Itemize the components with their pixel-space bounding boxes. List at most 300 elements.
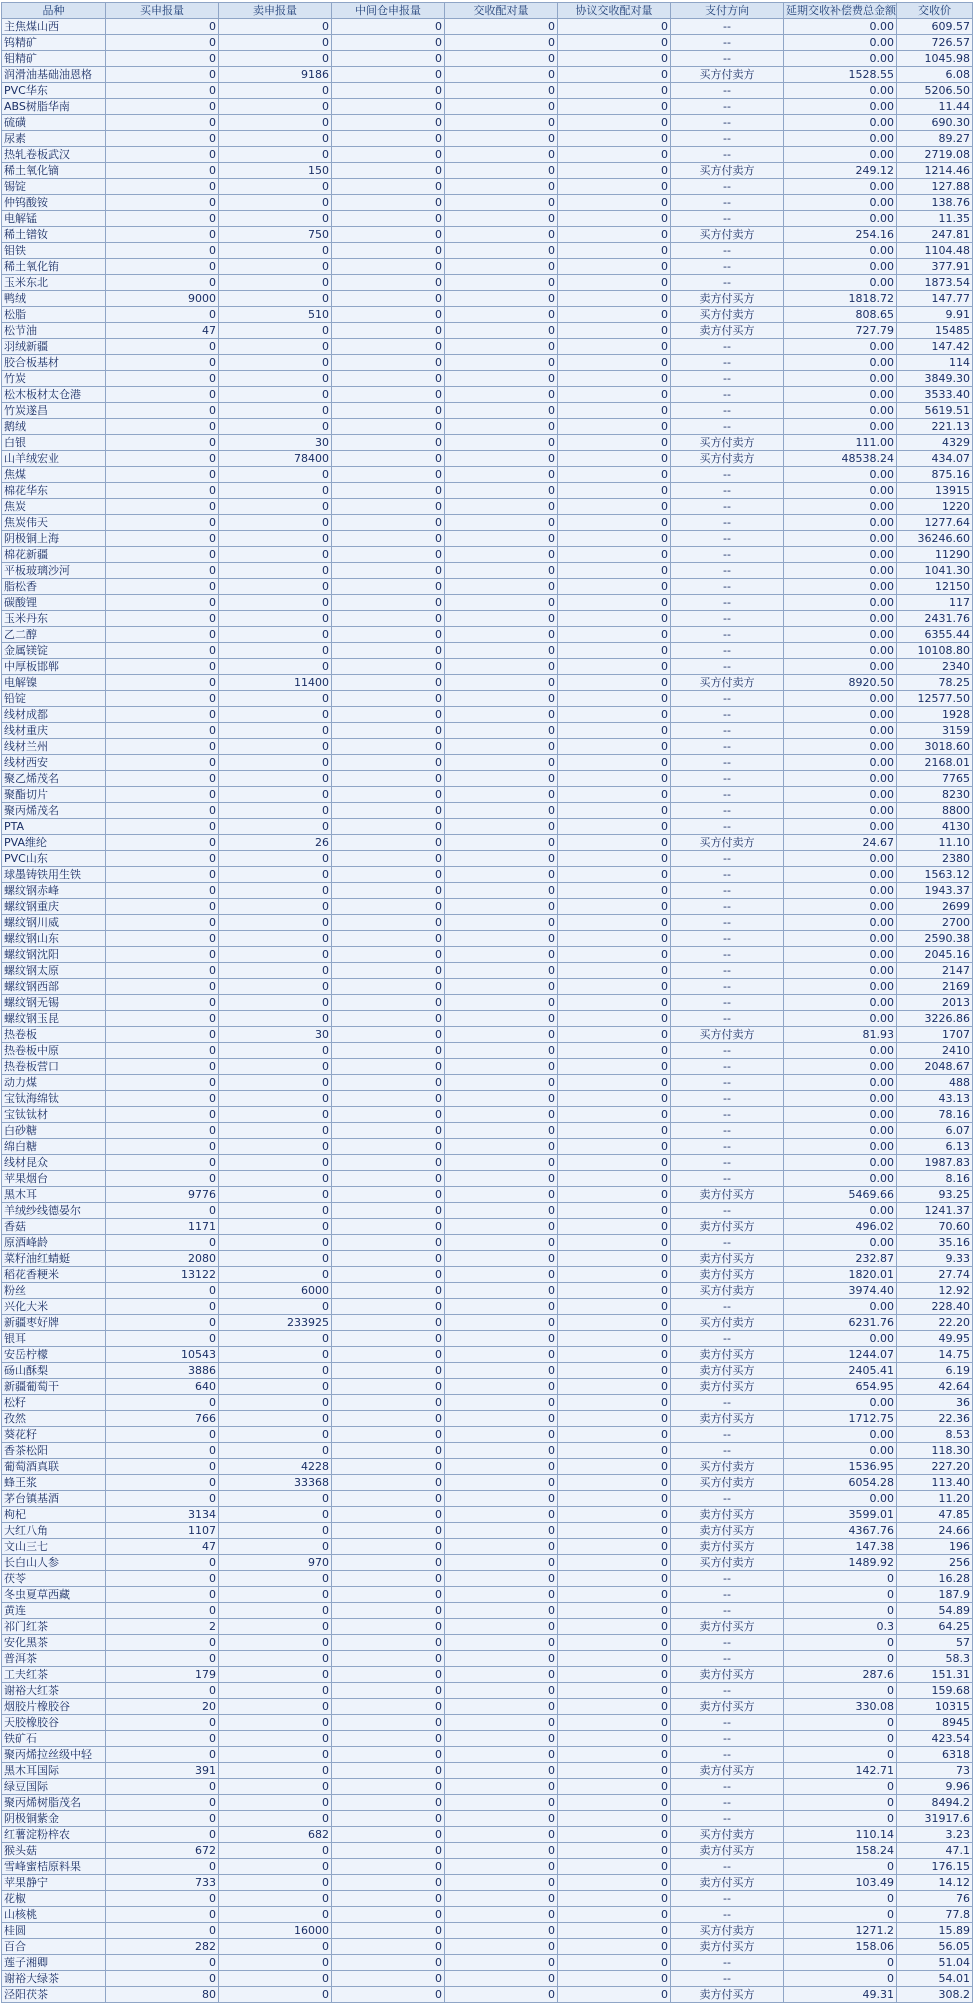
payment-direction-cell: -- [671, 483, 784, 499]
compensation-total-cell: 330.08 [784, 1699, 897, 1715]
agreement-matched-cell: 0 [558, 867, 671, 883]
buy-declared-cell: 2080 [106, 1251, 219, 1267]
agreement-matched-cell: 0 [558, 1843, 671, 1859]
intermediate-declared-cell: 0 [332, 1107, 445, 1123]
sell-declared-cell: 30 [219, 1027, 332, 1043]
delivery-matched-cell: 0 [445, 979, 558, 995]
delivery-price-cell: 151.31 [897, 1667, 973, 1683]
delivery-matched-cell: 0 [445, 1859, 558, 1875]
intermediate-declared-cell: 0 [332, 675, 445, 691]
payment-direction-cell: 卖方付买方 [671, 1267, 784, 1283]
compensation-total-cell: 0.00 [784, 131, 897, 147]
column-header-payment-direction: 支付方向 [671, 3, 784, 19]
compensation-total-cell: 5469.66 [784, 1187, 897, 1203]
buy-declared-cell: 0 [106, 979, 219, 995]
sell-declared-cell: 26 [219, 835, 332, 851]
buy-declared-cell: 0 [106, 339, 219, 355]
agreement-matched-cell: 0 [558, 979, 671, 995]
payment-direction-cell: -- [671, 595, 784, 611]
table-row [2, 1075, 973, 1091]
agreement-matched-cell: 0 [558, 1603, 671, 1619]
delivery-price-cell: 6.08 [897, 67, 973, 83]
intermediate-declared-cell: 0 [332, 1075, 445, 1091]
delivery-matched-cell: 0 [445, 1411, 558, 1427]
buy-declared-cell: 0 [106, 83, 219, 99]
payment-direction-cell: -- [671, 723, 784, 739]
variety-cell: 中厚板邯郸 [2, 659, 106, 675]
payment-direction-cell: -- [671, 1587, 784, 1603]
agreement-matched-cell: 0 [558, 1587, 671, 1603]
intermediate-declared-cell: 0 [332, 1523, 445, 1539]
intermediate-declared-cell: 0 [332, 1763, 445, 1779]
buy-declared-cell: 0 [106, 67, 219, 83]
compensation-total-cell: 0 [784, 1907, 897, 1923]
sell-declared-cell: 0 [219, 1811, 332, 1827]
buy-declared-cell: 282 [106, 1939, 219, 1955]
buy-declared-cell: 47 [106, 323, 219, 339]
agreement-matched-cell: 0 [558, 1683, 671, 1699]
intermediate-declared-cell: 0 [332, 1203, 445, 1219]
delivery-matched-cell: 0 [445, 1651, 558, 1667]
delivery-matched-cell: 0 [445, 1171, 558, 1187]
agreement-matched-cell: 0 [558, 1379, 671, 1395]
compensation-total-cell: 0.00 [784, 595, 897, 611]
agreement-matched-cell: 0 [558, 643, 671, 659]
delivery-price-cell: 8.53 [897, 1427, 973, 1443]
compensation-total-cell: 654.95 [784, 1379, 897, 1395]
compensation-total-cell: 158.24 [784, 1843, 897, 1859]
delivery-price-cell: 113.40 [897, 1475, 973, 1491]
payment-direction-cell: -- [671, 195, 784, 211]
intermediate-declared-cell: 0 [332, 35, 445, 51]
intermediate-declared-cell: 0 [332, 579, 445, 595]
delivery-price-cell: 1563.12 [897, 867, 973, 883]
sell-declared-cell: 0 [219, 1683, 332, 1699]
sell-declared-cell: 0 [219, 1539, 332, 1555]
compensation-total-cell: 0.00 [784, 1331, 897, 1347]
agreement-matched-cell: 0 [558, 355, 671, 371]
intermediate-declared-cell: 0 [332, 1315, 445, 1331]
delivery-matched-cell: 0 [445, 1843, 558, 1859]
table-row [2, 931, 973, 947]
variety-cell: 锡锭 [2, 179, 106, 195]
intermediate-declared-cell: 0 [332, 1587, 445, 1603]
buy-declared-cell: 0 [106, 307, 219, 323]
delivery-matched-cell: 0 [445, 1331, 558, 1347]
agreement-matched-cell: 0 [558, 1923, 671, 1939]
delivery-price-cell: 1045.98 [897, 51, 973, 67]
table-row [2, 451, 973, 467]
sell-declared-cell: 0 [219, 1395, 332, 1411]
table-row [2, 307, 973, 323]
delivery-matched-cell: 0 [445, 1635, 558, 1651]
sell-declared-cell: 750 [219, 227, 332, 243]
variety-cell: 聚丙烯茂名 [2, 803, 106, 819]
variety-cell: 苹果静宁 [2, 1875, 106, 1891]
variety-cell: 孜然 [2, 1411, 106, 1427]
delivery-matched-cell: 0 [445, 147, 558, 163]
compensation-total-cell: 0.00 [784, 979, 897, 995]
sell-declared-cell: 0 [219, 1619, 332, 1635]
delivery-price-cell: 77.8 [897, 1907, 973, 1923]
sell-declared-cell: 33368 [219, 1475, 332, 1491]
buy-declared-cell: 0 [106, 1203, 219, 1219]
payment-direction-cell: -- [671, 355, 784, 371]
intermediate-declared-cell: 0 [332, 1171, 445, 1187]
payment-direction-cell: -- [671, 579, 784, 595]
sell-declared-cell: 0 [219, 771, 332, 787]
table-row [2, 771, 973, 787]
intermediate-declared-cell: 0 [332, 1395, 445, 1411]
intermediate-declared-cell: 0 [332, 195, 445, 211]
payment-direction-cell: 卖方付买方 [671, 1987, 784, 2003]
intermediate-declared-cell: 0 [332, 243, 445, 259]
delivery-matched-cell: 0 [445, 1235, 558, 1251]
agreement-matched-cell: 0 [558, 259, 671, 275]
agreement-matched-cell: 0 [558, 99, 671, 115]
compensation-total-cell: 0.00 [784, 211, 897, 227]
buy-declared-cell: 0 [106, 51, 219, 67]
table-row [2, 1187, 973, 1203]
agreement-matched-cell: 0 [558, 627, 671, 643]
table-row [2, 435, 973, 451]
buy-declared-cell: 0 [106, 995, 219, 1011]
compensation-total-cell: 0 [784, 1635, 897, 1651]
agreement-matched-cell: 0 [558, 1619, 671, 1635]
delivery-matched-cell: 0 [445, 323, 558, 339]
delivery-matched-cell: 0 [445, 563, 558, 579]
variety-cell: 尿素 [2, 131, 106, 147]
delivery-matched-cell: 0 [445, 1667, 558, 1683]
agreement-matched-cell: 0 [558, 1715, 671, 1731]
agreement-matched-cell: 0 [558, 931, 671, 947]
intermediate-declared-cell: 0 [332, 1859, 445, 1875]
payment-direction-cell: -- [671, 1395, 784, 1411]
intermediate-declared-cell: 0 [332, 467, 445, 483]
agreement-matched-cell: 0 [558, 1491, 671, 1507]
delivery-price-cell: 3533.40 [897, 387, 973, 403]
variety-cell: 文山三七 [2, 1539, 106, 1555]
variety-cell: 热卷板营口 [2, 1059, 106, 1075]
compensation-total-cell: 0.00 [784, 803, 897, 819]
payment-direction-cell: 卖方付买方 [671, 1251, 784, 1267]
buy-declared-cell: 2 [106, 1619, 219, 1635]
payment-direction-cell: -- [671, 883, 784, 899]
payment-direction-cell: 买方付卖方 [671, 1459, 784, 1475]
compensation-total-cell: 0.00 [784, 883, 897, 899]
payment-direction-cell: -- [671, 179, 784, 195]
sell-declared-cell: 0 [219, 1331, 332, 1347]
delivery-matched-cell: 0 [445, 915, 558, 931]
intermediate-declared-cell: 0 [332, 707, 445, 723]
sell-declared-cell: 0 [219, 1299, 332, 1315]
table-row [2, 1891, 973, 1907]
table-row [2, 291, 973, 307]
payment-direction-cell: -- [671, 899, 784, 915]
compensation-total-cell: 0.00 [784, 99, 897, 115]
table-row [2, 899, 973, 915]
variety-cell: 线材昆众 [2, 1155, 106, 1171]
table-row [2, 115, 973, 131]
payment-direction-cell: -- [671, 1155, 784, 1171]
buy-declared-cell: 0 [106, 467, 219, 483]
table-row [2, 995, 973, 1011]
agreement-matched-cell: 0 [558, 515, 671, 531]
payment-direction-cell: 卖方付买方 [671, 1507, 784, 1523]
intermediate-declared-cell: 0 [332, 435, 445, 451]
variety-cell: PVC山东 [2, 851, 106, 867]
buy-declared-cell: 0 [106, 403, 219, 419]
variety-cell: 聚丙烯树脂茂名 [2, 1795, 106, 1811]
sell-declared-cell: 0 [219, 211, 332, 227]
agreement-matched-cell: 0 [558, 451, 671, 467]
intermediate-declared-cell: 0 [332, 931, 445, 947]
buy-declared-cell: 0 [106, 867, 219, 883]
sell-declared-cell: 0 [219, 1059, 332, 1075]
delivery-matched-cell: 0 [445, 1747, 558, 1763]
sell-declared-cell: 0 [219, 1907, 332, 1923]
compensation-total-cell: 0 [784, 1587, 897, 1603]
compensation-total-cell: 0.00 [784, 643, 897, 659]
buy-declared-cell: 0 [106, 99, 219, 115]
variety-cell: 碳酸锂 [2, 595, 106, 611]
payment-direction-cell: -- [671, 691, 784, 707]
sell-declared-cell: 0 [219, 1075, 332, 1091]
agreement-matched-cell: 0 [558, 1667, 671, 1683]
agreement-matched-cell: 0 [558, 1043, 671, 1059]
payment-direction-cell: -- [671, 739, 784, 755]
delivery-price-cell: 875.16 [897, 467, 973, 483]
buy-declared-cell: 0 [106, 1459, 219, 1475]
agreement-matched-cell: 0 [558, 1763, 671, 1779]
intermediate-declared-cell: 0 [332, 611, 445, 627]
variety-cell: 钨精矿 [2, 35, 106, 51]
sell-declared-cell: 0 [219, 1635, 332, 1651]
variety-cell: 钼精矿 [2, 51, 106, 67]
delivery-price-cell: 12.92 [897, 1283, 973, 1299]
intermediate-declared-cell: 0 [332, 899, 445, 915]
table-row [2, 595, 973, 611]
delivery-price-cell: 13915 [897, 483, 973, 499]
variety-cell: 热卷板 [2, 1027, 106, 1043]
buy-declared-cell: 0 [106, 147, 219, 163]
buy-declared-cell: 0 [106, 1091, 219, 1107]
agreement-matched-cell: 0 [558, 1571, 671, 1587]
table-row [2, 1763, 973, 1779]
delivery-price-cell: 3.23 [897, 1827, 973, 1843]
delivery-price-cell: 3849.30 [897, 371, 973, 387]
payment-direction-cell: -- [671, 1571, 784, 1587]
buy-declared-cell: 0 [106, 547, 219, 563]
compensation-total-cell: 0.00 [784, 531, 897, 547]
payment-direction-cell: -- [671, 1859, 784, 1875]
table-row [2, 179, 973, 195]
table-row [2, 1715, 973, 1731]
delivery-price-cell: 11.35 [897, 211, 973, 227]
table-row [2, 387, 973, 403]
table-row [2, 259, 973, 275]
sell-declared-cell: 6000 [219, 1283, 332, 1299]
variety-cell: 莲子湘卿 [2, 1955, 106, 1971]
delivery-matched-cell: 0 [445, 803, 558, 819]
payment-direction-cell: -- [671, 131, 784, 147]
buy-declared-cell: 0 [106, 1971, 219, 1987]
agreement-matched-cell: 0 [558, 1283, 671, 1299]
agreement-matched-cell: 0 [558, 1107, 671, 1123]
compensation-total-cell: 0.3 [784, 1619, 897, 1635]
agreement-matched-cell: 0 [558, 1299, 671, 1315]
delivery-matched-cell: 0 [445, 1891, 558, 1907]
sell-declared-cell: 0 [219, 787, 332, 803]
agreement-matched-cell: 0 [558, 163, 671, 179]
compensation-total-cell: 24.67 [784, 835, 897, 851]
table-row [2, 1731, 973, 1747]
payment-direction-cell: 卖方付买方 [671, 1939, 784, 1955]
agreement-matched-cell: 0 [558, 467, 671, 483]
compensation-total-cell: 254.16 [784, 227, 897, 243]
variety-cell: 砀山酥梨 [2, 1363, 106, 1379]
sell-declared-cell: 0 [219, 1859, 332, 1875]
variety-cell: 乙二醇 [2, 627, 106, 643]
payment-direction-cell: -- [671, 403, 784, 419]
table-row [2, 1475, 973, 1491]
buy-declared-cell: 3886 [106, 1363, 219, 1379]
sell-declared-cell: 0 [219, 739, 332, 755]
payment-direction-cell: 卖方付买方 [671, 1875, 784, 1891]
table-row [2, 915, 973, 931]
intermediate-declared-cell: 0 [332, 1667, 445, 1683]
delivery-price-cell: 1928 [897, 707, 973, 723]
compensation-total-cell: 0 [784, 1859, 897, 1875]
compensation-total-cell: 0.00 [784, 755, 897, 771]
agreement-matched-cell: 0 [558, 1651, 671, 1667]
variety-cell: 焦炭伟天 [2, 515, 106, 531]
payment-direction-cell: -- [671, 547, 784, 563]
table-row [2, 579, 973, 595]
compensation-total-cell: 0.00 [784, 51, 897, 67]
column-header-delivery-matched: 交收配对量 [445, 3, 558, 19]
compensation-total-cell: 6054.28 [784, 1475, 897, 1491]
buy-declared-cell: 0 [106, 35, 219, 51]
table-row [2, 339, 973, 355]
buy-declared-cell: 0 [106, 787, 219, 803]
intermediate-declared-cell: 0 [332, 1091, 445, 1107]
delivery-matched-cell: 0 [445, 163, 558, 179]
sell-declared-cell: 0 [219, 1427, 332, 1443]
payment-direction-cell: -- [671, 787, 784, 803]
payment-direction-cell: 卖方付买方 [671, 1763, 784, 1779]
sell-declared-cell: 0 [219, 371, 332, 387]
variety-cell: 宝钛钛材 [2, 1107, 106, 1123]
table-row [2, 467, 973, 483]
sell-declared-cell: 0 [219, 1043, 332, 1059]
sell-declared-cell: 0 [219, 355, 332, 371]
payment-direction-cell: -- [671, 1651, 784, 1667]
table-row [2, 1059, 973, 1075]
agreement-matched-cell: 0 [558, 707, 671, 723]
variety-cell: 黑木耳 [2, 1187, 106, 1203]
agreement-matched-cell: 0 [558, 1795, 671, 1811]
sell-declared-cell: 11400 [219, 675, 332, 691]
delivery-price-cell: 8945 [897, 1715, 973, 1731]
delivery-matched-cell: 0 [445, 707, 558, 723]
intermediate-declared-cell: 0 [332, 995, 445, 1011]
payment-direction-cell: -- [671, 99, 784, 115]
agreement-matched-cell: 0 [558, 1427, 671, 1443]
delivery-matched-cell: 0 [445, 675, 558, 691]
agreement-matched-cell: 0 [558, 1635, 671, 1651]
payment-direction-cell: -- [671, 1747, 784, 1763]
intermediate-declared-cell: 0 [332, 1571, 445, 1587]
compensation-total-cell: 48538.24 [784, 451, 897, 467]
buy-declared-cell: 0 [106, 451, 219, 467]
payment-direction-cell: -- [671, 35, 784, 51]
sell-declared-cell: 0 [219, 1971, 332, 1987]
agreement-matched-cell: 0 [558, 1939, 671, 1955]
buy-declared-cell: 0 [106, 211, 219, 227]
delivery-matched-cell: 0 [445, 291, 558, 307]
table-row [2, 1939, 973, 1955]
payment-direction-cell: 卖方付买方 [671, 1363, 784, 1379]
table-row [2, 1907, 973, 1923]
variety-cell: 红薯淀粉梓农 [2, 1827, 106, 1843]
payment-direction-cell: 卖方付买方 [671, 1699, 784, 1715]
column-header-delivery-price: 交收价 [897, 3, 973, 19]
compensation-total-cell: 0.00 [784, 1491, 897, 1507]
delivery-matched-cell: 0 [445, 1619, 558, 1635]
variety-cell: 线材兰州 [2, 739, 106, 755]
delivery-price-cell: 14.12 [897, 1875, 973, 1891]
compensation-total-cell: 0.00 [784, 931, 897, 947]
compensation-total-cell: 0.00 [784, 371, 897, 387]
delivery-matched-cell: 0 [445, 835, 558, 851]
delivery-price-cell: 2169 [897, 979, 973, 995]
agreement-matched-cell: 0 [558, 243, 671, 259]
agreement-matched-cell: 0 [558, 1827, 671, 1843]
table-row [2, 371, 973, 387]
delivery-price-cell: 9.33 [897, 1251, 973, 1267]
column-header-intermediate-declared: 中间仓申报量 [332, 3, 445, 19]
delivery-price-cell: 22.36 [897, 1411, 973, 1427]
sell-declared-cell: 0 [219, 1123, 332, 1139]
agreement-matched-cell: 0 [558, 1475, 671, 1491]
payment-direction-cell: -- [671, 1427, 784, 1443]
sell-declared-cell: 0 [219, 403, 332, 419]
delivery-price-cell: 2013 [897, 995, 973, 1011]
agreement-matched-cell: 0 [558, 1811, 671, 1827]
intermediate-declared-cell: 0 [332, 867, 445, 883]
delivery-price-cell: 58.3 [897, 1651, 973, 1667]
variety-cell: 天胶橡胶谷 [2, 1715, 106, 1731]
buy-declared-cell: 0 [106, 243, 219, 259]
delivery-matched-cell: 0 [445, 1443, 558, 1459]
table-row [2, 1747, 973, 1763]
intermediate-declared-cell: 0 [332, 531, 445, 547]
intermediate-declared-cell: 0 [332, 419, 445, 435]
variety-cell: 螺纹钢赤峰 [2, 883, 106, 899]
buy-declared-cell: 0 [106, 963, 219, 979]
delivery-price-cell: 423.54 [897, 1731, 973, 1747]
delivery-matched-cell: 0 [445, 1795, 558, 1811]
agreement-matched-cell: 0 [558, 835, 671, 851]
intermediate-declared-cell: 0 [332, 1443, 445, 1459]
sell-declared-cell: 0 [219, 275, 332, 291]
delivery-price-cell: 8.16 [897, 1171, 973, 1187]
variety-cell: 泾阳茯茶 [2, 1987, 106, 2003]
variety-cell: 花椒 [2, 1891, 106, 1907]
delivery-matched-cell: 0 [445, 131, 558, 147]
payment-direction-cell: -- [671, 1331, 784, 1347]
